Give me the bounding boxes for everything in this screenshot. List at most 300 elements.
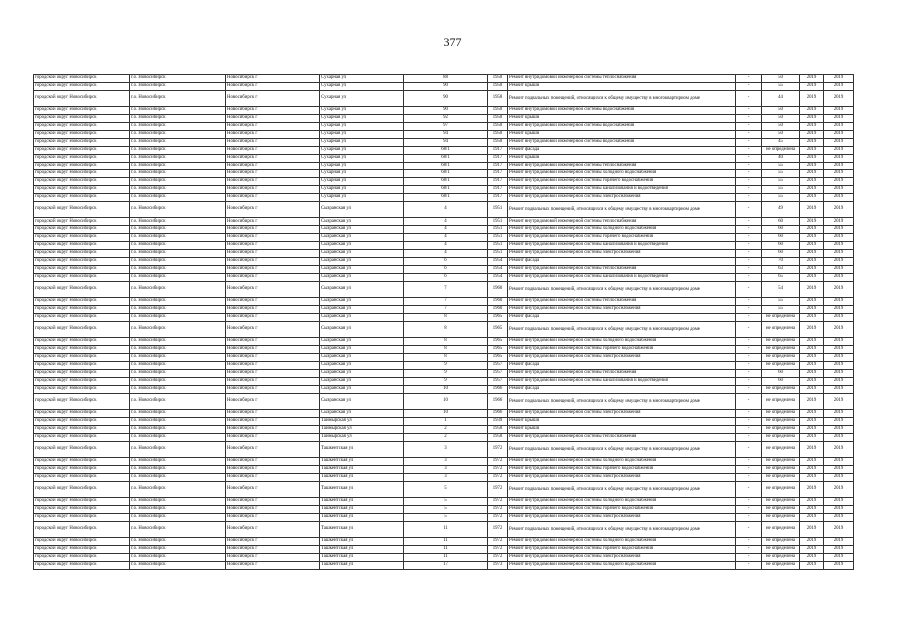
cell-okrug: городской округ Новосибирск [34, 554, 130, 562]
cell-work: Ремонт фасада [508, 385, 736, 393]
cell-year: 1965 [488, 354, 508, 362]
cell-dash: - [736, 321, 762, 338]
cell-city: Новосибирск г [226, 393, 320, 410]
cell-dash: - [736, 250, 762, 258]
cell-street: Ташкентская ул [320, 458, 404, 466]
cell-from: 2019 [800, 146, 824, 154]
cell-work: Ремонт внутридомовой инженерной системы канализования и водоотведения [508, 242, 736, 250]
cell-work: Ремонт внутридомовой инженерной системы электроснабжения [508, 305, 736, 313]
cell-go: г.о. Новосибирск [130, 410, 226, 418]
cell-street: Сызранская ул [320, 377, 404, 385]
cell-year: 1965 [488, 313, 508, 321]
cell-cost: не определена [762, 393, 800, 410]
cell-work: Ремонт подвальных помещений, относящихся к общему имуществу в многоквартирном доме [508, 521, 736, 538]
cell-go: г.о. Новосибирск [130, 361, 226, 369]
cell-city: Новосибирск г [226, 146, 320, 154]
cell-from: 2019 [800, 514, 824, 522]
cell-from: 2019 [800, 138, 824, 146]
table-row [34, 194, 854, 202]
cell-street: Ташкентская ул [320, 538, 404, 546]
cell-okrug: городской округ Новосибирск [34, 521, 130, 538]
cell-house: 3 [404, 441, 488, 458]
cell-city: Новосибирск г [226, 186, 320, 194]
cell-city: Новосибирск г [226, 546, 320, 554]
table-row [34, 393, 854, 410]
cell-house: 11 [404, 521, 488, 538]
cell-dash: - [736, 481, 762, 498]
cell-city: Новосибирск г [226, 313, 320, 321]
cell-to: 2019 [824, 554, 854, 562]
cell-to: 2019 [824, 186, 854, 194]
cell-cost: 55 [762, 194, 800, 202]
cell-from: 2019 [800, 433, 824, 441]
cell-dash: - [736, 273, 762, 281]
cell-house: 5 [404, 514, 488, 522]
table-row [34, 298, 854, 306]
cell-city: Новосибирск г [226, 130, 320, 138]
cell-house: 7 [404, 305, 488, 313]
cell-house: 7 [404, 298, 488, 306]
cell-dash: - [736, 393, 762, 410]
cell-house: 68/1 [404, 146, 488, 154]
cell-dash: - [736, 433, 762, 441]
cell-dash: - [736, 498, 762, 506]
cell-okrug: городской округ Новосибирск [34, 369, 130, 377]
cell-cost: не определена [762, 506, 800, 514]
cell-year: 1951 [488, 226, 508, 234]
cell-to: 2019 [824, 562, 854, 570]
table-row [34, 130, 854, 138]
cell-from: 2019 [800, 250, 824, 258]
cell-dash: - [736, 123, 762, 131]
cell-street: Сухарная ул [320, 90, 404, 107]
cell-from: 2019 [800, 194, 824, 202]
cell-street: Сызранская ул [320, 234, 404, 242]
cell-city: Новосибирск г [226, 521, 320, 538]
cell-cost: 55 [762, 305, 800, 313]
cell-work: Ремонт внутридомовой инженерной системы теплоснабжения [508, 298, 736, 306]
cell-cost: не определена [762, 562, 800, 570]
cell-dash: - [736, 234, 762, 242]
cell-year: 1966 [488, 385, 508, 393]
cell-from: 2019 [800, 75, 824, 83]
cell-cost: не определена [762, 417, 800, 425]
cell-street: Сызранская ул [320, 218, 404, 226]
cell-to: 2019 [824, 465, 854, 473]
cell-okrug: городской округ Новосибирск [34, 162, 130, 170]
cell-dash: - [736, 361, 762, 369]
cell-house: 90 [404, 107, 488, 115]
cell-house: 97 [404, 123, 488, 131]
cell-okrug: городской округ Новосибирск [34, 154, 130, 162]
cell-work: Ремонт внутридомовой инженерной системы электроснабжения [508, 250, 736, 258]
cell-go: г.о. Новосибирск [130, 425, 226, 433]
cell-from: 2019 [800, 265, 824, 273]
cell-go: г.о. Новосибирск [130, 498, 226, 506]
cell-city: Новосибирск г [226, 107, 320, 115]
cell-street: Сызранская ул [320, 305, 404, 313]
cell-city: Новосибирск г [226, 234, 320, 242]
cell-house: 4 [404, 234, 488, 242]
cell-year: 1917 [488, 154, 508, 162]
cell-house: 2 [404, 433, 488, 441]
cell-from: 2019 [800, 298, 824, 306]
cell-to: 2019 [824, 425, 854, 433]
cell-house: 1 [404, 417, 488, 425]
cell-house: 2 [404, 425, 488, 433]
cell-okrug: городской округ Новосибирск [34, 338, 130, 346]
cell-cost: не определена [762, 410, 800, 418]
cell-house: 9 [404, 369, 488, 377]
cell-go: г.о. Новосибирск [130, 201, 226, 218]
cell-cost: не определена [762, 441, 800, 458]
cell-cost: не определена [762, 354, 800, 362]
cell-house: 4 [404, 242, 488, 250]
cell-work: Ремонт крыши [508, 130, 736, 138]
cell-house: 88 [404, 75, 488, 83]
cell-from: 2019 [800, 201, 824, 218]
cell-cost: 70 [762, 257, 800, 265]
cell-work: Ремонт внутридомовой инженерной системы горячего водоснабжения [508, 465, 736, 473]
cell-dash: - [736, 194, 762, 202]
cell-to: 2019 [824, 154, 854, 162]
cell-year: 1917 [488, 146, 508, 154]
cell-cost: 50 [762, 123, 800, 131]
cell-year: 1972 [488, 481, 508, 498]
table-row [34, 170, 854, 178]
cell-okrug: городской округ Новосибирск [34, 201, 130, 218]
cell-okrug: городской округ Новосибирск [34, 226, 130, 234]
cell-cost: 55 [762, 186, 800, 194]
table-row [34, 162, 854, 170]
cell-go: г.о. Новосибирск [130, 481, 226, 498]
cell-cost: не определена [762, 481, 800, 498]
cell-go: г.о. Новосибирск [130, 257, 226, 265]
cell-from: 2019 [800, 218, 824, 226]
cell-from: 2019 [800, 90, 824, 107]
cell-go: г.о. Новосибирск [130, 385, 226, 393]
cell-street: Сызранская ул [320, 201, 404, 218]
cell-work: Ремонт внутридомовой инженерной системы водоснабжения [508, 107, 736, 115]
cell-dash: - [736, 425, 762, 433]
cell-work: Ремонт внутридомовой инженерной системы холодного водоснабжения [508, 562, 736, 570]
cell-dash: - [736, 75, 762, 83]
cell-cost: не определена [762, 546, 800, 554]
cell-dash: - [736, 465, 762, 473]
cell-house: 92 [404, 115, 488, 123]
cell-from: 2019 [800, 273, 824, 281]
cell-to: 2019 [824, 377, 854, 385]
cell-to: 2019 [824, 273, 854, 281]
cell-to: 2019 [824, 138, 854, 146]
cell-dash: - [736, 298, 762, 306]
cell-cost: 55 [762, 162, 800, 170]
cell-okrug: городской округ Новосибирск [34, 130, 130, 138]
capital-repair-table [33, 74, 854, 570]
cell-from: 2019 [800, 234, 824, 242]
cell-from: 2019 [800, 385, 824, 393]
cell-cost: не определена [762, 554, 800, 562]
cell-year: 1958 [488, 107, 508, 115]
cell-year: 1958 [488, 425, 508, 433]
cell-city: Новосибирск г [226, 178, 320, 186]
cell-city: Новосибирск г [226, 257, 320, 265]
cell-dash: - [736, 281, 762, 298]
cell-cost: 40 [762, 154, 800, 162]
cell-house: 6 [404, 257, 488, 265]
cell-go: г.о. Новосибирск [130, 393, 226, 410]
cell-house: 11 [404, 554, 488, 562]
cell-city: Новосибирск г [226, 514, 320, 522]
cell-cost: 45 [762, 138, 800, 146]
cell-year: 1939 [488, 417, 508, 425]
cell-work: Ремонт внутридомовой инженерной системы теплоснабжения [508, 433, 736, 441]
cell-okrug: городской округ Новосибирск [34, 123, 130, 131]
page-number: 377 [443, 35, 462, 49]
cell-city: Новосибирск г [226, 361, 320, 369]
cell-go: г.о. Новосибирск [130, 234, 226, 242]
cell-cost: 60 [762, 242, 800, 250]
cell-from: 2019 [800, 321, 824, 338]
cell-work: Ремонт внутридомовой инженерной системы электроснабжения [508, 514, 736, 522]
cell-street: Сухарная ул [320, 186, 404, 194]
table-row [34, 562, 854, 570]
cell-go: г.о. Новосибирск [130, 194, 226, 202]
cell-to: 2019 [824, 498, 854, 506]
cell-to: 2019 [824, 458, 854, 466]
cell-dash: - [736, 377, 762, 385]
cell-dash: - [736, 506, 762, 514]
table-row [34, 265, 854, 273]
cell-cost: 65 [762, 273, 800, 281]
cell-street: Сызранская ул [320, 265, 404, 273]
cell-city: Новосибирск г [226, 90, 320, 107]
cell-okrug: городской округ Новосибирск [34, 146, 130, 154]
cell-city: Новосибирск г [226, 346, 320, 354]
cell-city: Новосибирск г [226, 410, 320, 418]
cell-to: 2019 [824, 546, 854, 554]
cell-go: г.о. Новосибирск [130, 75, 226, 83]
cell-dash: - [736, 90, 762, 107]
cell-cost: не определена [762, 146, 800, 154]
table-row [34, 441, 854, 458]
cell-to: 2019 [824, 170, 854, 178]
cell-cost: 49 [762, 201, 800, 218]
cell-go: г.о. Новосибирск [130, 433, 226, 441]
cell-from: 2019 [800, 162, 824, 170]
cell-dash: - [736, 115, 762, 123]
cell-street: Ташкентская ул [320, 481, 404, 498]
cell-year: 1972 [488, 546, 508, 554]
cell-work: Ремонт крыши [508, 115, 736, 123]
cell-year: 1965 [488, 321, 508, 338]
cell-city: Новосибирск г [226, 123, 320, 131]
cell-city: Новосибирск г [226, 377, 320, 385]
cell-dash: - [736, 458, 762, 466]
cell-go: г.о. Новосибирск [130, 218, 226, 226]
table-row [34, 369, 854, 377]
table-row [34, 354, 854, 362]
cell-dash: - [736, 138, 762, 146]
cell-go: г.о. Новосибирск [130, 377, 226, 385]
cell-work: Ремонт фасада [508, 313, 736, 321]
cell-cost: не определена [762, 433, 800, 441]
cell-from: 2019 [800, 242, 824, 250]
cell-house: 11 [404, 538, 488, 546]
cell-from: 2019 [800, 170, 824, 178]
cell-to: 2019 [824, 115, 854, 123]
cell-cost: 50 [762, 130, 800, 138]
cell-okrug: городской округ Новосибирск [34, 305, 130, 313]
cell-from: 2019 [800, 154, 824, 162]
cell-dash: - [736, 107, 762, 115]
cell-okrug: городской округ Новосибирск [34, 250, 130, 258]
cell-go: г.о. Новосибирск [130, 154, 226, 162]
cell-from: 2019 [800, 458, 824, 466]
cell-city: Новосибирск г [226, 321, 320, 338]
cell-to: 2019 [824, 218, 854, 226]
cell-work: Ремонт фасада [508, 257, 736, 265]
cell-street: Сызранская ул [320, 410, 404, 418]
cell-okrug: городской округ Новосибирск [34, 321, 130, 338]
cell-okrug: городской округ Новосибирск [34, 354, 130, 362]
cell-to: 2019 [824, 433, 854, 441]
cell-house: 7 [404, 281, 488, 298]
cell-year: 1917 [488, 170, 508, 178]
cell-dash: - [736, 410, 762, 418]
cell-okrug: городской округ Новосибирск [34, 458, 130, 466]
cell-work: Ремонт фасада [508, 361, 736, 369]
cell-to: 2019 [824, 321, 854, 338]
cell-city: Новосибирск г [226, 385, 320, 393]
cell-to: 2019 [824, 305, 854, 313]
cell-to: 2019 [824, 361, 854, 369]
table-row [34, 538, 854, 546]
cell-go: г.о. Новосибирск [130, 521, 226, 538]
cell-okrug: городской округ Новосибирск [34, 417, 130, 425]
cell-go: г.о. Новосибирск [130, 162, 226, 170]
cell-street: Сухарная ул [320, 123, 404, 131]
cell-year: 1972 [488, 521, 508, 538]
table-row [34, 313, 854, 321]
cell-okrug: городской округ Новосибирск [34, 273, 130, 281]
cell-from: 2019 [800, 417, 824, 425]
cell-city: Новосибирск г [226, 154, 320, 162]
cell-street: Сухарная ул [320, 146, 404, 154]
table-row [34, 465, 854, 473]
cell-house: 10 [404, 410, 488, 418]
cell-okrug: городской округ Новосибирск [34, 393, 130, 410]
cell-street: Сызранская ул [320, 354, 404, 362]
cell-year: 1966 [488, 410, 508, 418]
cell-go: г.о. Новосибирск [130, 250, 226, 258]
cell-house: 4 [404, 218, 488, 226]
cell-cost: не определена [762, 458, 800, 466]
cell-go: г.о. Новосибирск [130, 146, 226, 154]
table-row [34, 107, 854, 115]
cell-okrug: городской округ Новосибирск [34, 194, 130, 202]
table-row [34, 458, 854, 466]
cell-year: 1972 [488, 554, 508, 562]
cell-go: г.о. Новосибирск [130, 441, 226, 458]
cell-work: Ремонт внутридомовой инженерной системы водоснабжения [508, 123, 736, 131]
cell-work: Ремонт подвальных помещений, относящихся к общему имуществу в многоквартирном доме [508, 281, 736, 298]
cell-go: г.о. Новосибирск [130, 281, 226, 298]
cell-go: г.о. Новосибирск [130, 90, 226, 107]
cell-to: 2019 [824, 473, 854, 481]
cell-work: Ремонт внутридомовой инженерной системы теплоснабжения [508, 162, 736, 170]
cell-from: 2019 [800, 481, 824, 498]
cell-dash: - [736, 154, 762, 162]
cell-work: Ремонт подвальных помещений, относящихся к общему имуществу в многоквартирном доме [508, 441, 736, 458]
cell-house: 3 [404, 465, 488, 473]
cell-to: 2019 [824, 82, 854, 90]
cell-okrug: городской округ Новосибирск [34, 538, 130, 546]
cell-go: г.о. Новосибирск [130, 107, 226, 115]
cell-from: 2019 [800, 123, 824, 131]
cell-year: 1972 [488, 514, 508, 522]
cell-house: 68/1 [404, 170, 488, 178]
table-row [34, 377, 854, 385]
table-row [34, 554, 854, 562]
cell-to: 2019 [824, 178, 854, 186]
cell-okrug: городской округ Новосибирск [34, 546, 130, 554]
cell-year: 1957 [488, 369, 508, 377]
cell-dash: - [736, 521, 762, 538]
cell-dash: - [736, 218, 762, 226]
cell-dash: - [736, 146, 762, 154]
table-row [34, 425, 854, 433]
cell-street: Сызранская ул [320, 313, 404, 321]
cell-city: Новосибирск г [226, 218, 320, 226]
cell-city: Новосибирск г [226, 473, 320, 481]
cell-street: Таймырская ул [320, 433, 404, 441]
cell-from: 2019 [800, 107, 824, 115]
cell-street: Ташкентская ул [320, 514, 404, 522]
cell-city: Новосибирск г [226, 506, 320, 514]
cell-house: 11 [404, 546, 488, 554]
table-row [34, 346, 854, 354]
table-row [34, 115, 854, 123]
cell-work: Ремонт внутридомовой инженерной системы теплоснабжения [508, 75, 736, 83]
cell-to: 2019 [824, 385, 854, 393]
cell-year: 1972 [488, 465, 508, 473]
cell-house: 4 [404, 250, 488, 258]
cell-okrug: городской округ Новосибирск [34, 115, 130, 123]
cell-work: Ремонт крыши [508, 154, 736, 162]
cell-from: 2019 [800, 257, 824, 265]
cell-year: 1917 [488, 162, 508, 170]
cell-year: 1958 [488, 82, 508, 90]
cell-from: 2019 [800, 186, 824, 194]
cell-street: Сухарная ул [320, 115, 404, 123]
cell-dash: - [736, 242, 762, 250]
cell-go: г.о. Новосибирск [130, 265, 226, 273]
cell-work: Ремонт внутридомовой инженерной системы холодного водоснабжения [508, 338, 736, 346]
cell-to: 2019 [824, 506, 854, 514]
table-row [34, 433, 854, 441]
cell-city: Новосибирск г [226, 82, 320, 90]
table-row [34, 257, 854, 265]
cell-city: Новосибирск г [226, 338, 320, 346]
cell-okrug: городской округ Новосибирск [34, 186, 130, 194]
cell-go: г.о. Новосибирск [130, 546, 226, 554]
cell-city: Новосибирск г [226, 458, 320, 466]
cell-street: Сызранская ул [320, 281, 404, 298]
cell-dash: - [736, 313, 762, 321]
cell-cost: не определена [762, 521, 800, 538]
cell-street: Ташкентская ул [320, 506, 404, 514]
